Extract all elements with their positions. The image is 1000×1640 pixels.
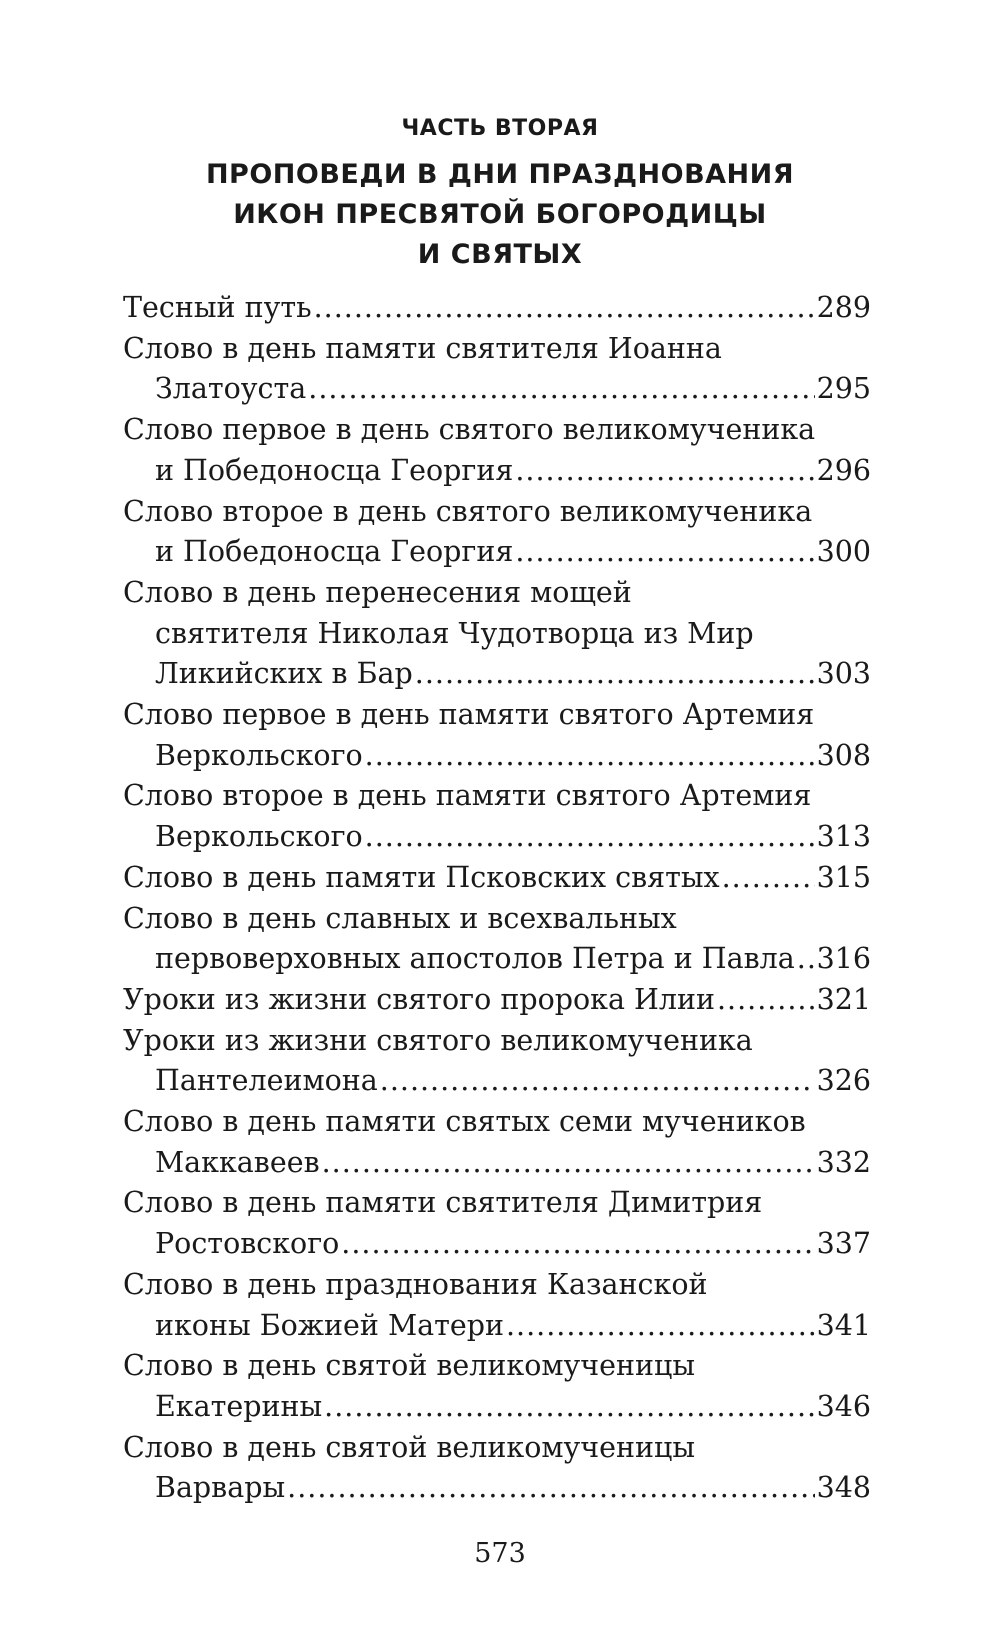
toc-entry-line: Слово в день перенесения мощей bbox=[123, 575, 632, 609]
toc-entry bbox=[123, 1102, 871, 1183]
toc-entry-last-line bbox=[123, 532, 871, 573]
page-number: 573 bbox=[474, 1538, 526, 1569]
toc-entry-line: Ликийских в Бар bbox=[155, 657, 413, 691]
toc-entry-line: Ростовского bbox=[155, 1227, 340, 1261]
toc-entry-line: и Победоносца Георгия bbox=[155, 535, 514, 569]
toc-entry bbox=[123, 329, 871, 410]
toc-entry-line: Маккавеев bbox=[155, 1145, 320, 1179]
toc-entry-line: Слово в день памяти святителя Димитрия bbox=[123, 1186, 763, 1220]
toc-entry-last-line bbox=[123, 1306, 871, 1347]
toc-entry-last-line bbox=[123, 654, 871, 695]
toc-entry-line: Уроки из жизни святого пророка Илии bbox=[123, 982, 715, 1016]
dot-leader bbox=[308, 369, 814, 410]
toc-entry-last-line bbox=[123, 858, 871, 899]
toc-entry bbox=[123, 492, 871, 573]
toc-entry-line: Слово в день святой великомученицы bbox=[123, 1349, 696, 1383]
toc-entry-last-line bbox=[123, 980, 871, 1021]
toc-entry-line: Златоуста bbox=[155, 372, 307, 406]
toc-entry-page: 303 bbox=[816, 657, 871, 691]
section-title bbox=[0, 155, 1000, 275]
toc-entry-line: и Победоносца Георгия bbox=[155, 453, 514, 487]
toc-entry-line: Слово второе в день святого великомученика bbox=[123, 494, 813, 528]
toc-entry-line: Слово в день памяти святых семи мучеников bbox=[123, 1105, 806, 1139]
toc-entry-last-line bbox=[123, 451, 871, 492]
toc-entry-page: 316 bbox=[816, 942, 871, 976]
toc-entry-line: Екатерины bbox=[155, 1389, 323, 1423]
toc-entry-line: Веркольского bbox=[155, 820, 363, 854]
toc-entry-line: Варвары bbox=[155, 1471, 286, 1505]
toc-entry bbox=[123, 288, 871, 329]
toc-entry-last-line bbox=[123, 1143, 871, 1184]
toc-entry bbox=[123, 1346, 871, 1427]
toc-entry-last-line bbox=[123, 288, 871, 329]
dot-leader bbox=[287, 1468, 814, 1509]
toc-entry-last-line bbox=[123, 1468, 871, 1509]
toc-entry-page: 326 bbox=[816, 1064, 871, 1098]
toc-entry-line: Тесный путь bbox=[123, 291, 312, 324]
toc-entry bbox=[123, 1265, 871, 1346]
toc-entry bbox=[123, 858, 871, 899]
toc-entry bbox=[123, 776, 871, 857]
toc-entry bbox=[123, 695, 871, 776]
toc-entry-last-line bbox=[123, 1387, 871, 1428]
toc-entry-last-line bbox=[123, 736, 871, 777]
section-title-line: ИКОН ПРЕСВЯТОЙ БОГОРОДИЦЫ bbox=[233, 199, 767, 230]
dot-leader bbox=[717, 980, 815, 1021]
toc-entry-line: Слово в день памяти Псковских святых bbox=[123, 860, 720, 894]
dot-leader bbox=[341, 1224, 814, 1265]
dot-leader bbox=[506, 1306, 815, 1347]
toc-entry bbox=[123, 573, 871, 695]
toc-entry-line: святителя Николая Чудотворца из Мир bbox=[155, 616, 754, 650]
toc-entry-last-line bbox=[123, 817, 871, 858]
toc-entry-last-line bbox=[123, 1061, 871, 1102]
toc-entry-line: Уроки из жизни святого великомученика bbox=[123, 1023, 753, 1057]
toc-entry-page: 321 bbox=[816, 982, 871, 1016]
toc-entry-last-line bbox=[123, 369, 871, 410]
toc-entry bbox=[123, 1183, 871, 1264]
toc-entry-line: Слово первое в день памяти святого Артемия bbox=[123, 698, 815, 732]
dot-leader bbox=[797, 939, 815, 980]
toc-entry-line: Слово второе в день памяти святого Артемия bbox=[123, 779, 812, 813]
toc-entry-page: 308 bbox=[816, 738, 871, 772]
dot-leader bbox=[380, 1061, 815, 1102]
toc-entry-page: 341 bbox=[816, 1308, 871, 1342]
toc-entry-page: 313 bbox=[816, 820, 871, 854]
toc-entry bbox=[123, 1428, 871, 1509]
toc-entry-last-line bbox=[123, 1224, 871, 1265]
toc-entry-line: Пантелеимона bbox=[155, 1064, 378, 1098]
toc-entry-line: Слово в день славных и всехвальных bbox=[123, 901, 677, 935]
dot-leader bbox=[322, 1143, 815, 1184]
toc-entry-page: 337 bbox=[816, 1227, 871, 1261]
part-label: ЧАСТЬ ВТОРАЯ bbox=[401, 116, 599, 141]
toc-entry-page: 289 bbox=[816, 291, 871, 324]
dot-leader bbox=[314, 288, 815, 329]
dot-leader bbox=[365, 817, 815, 858]
dot-leader bbox=[722, 858, 815, 899]
toc-entry bbox=[123, 899, 871, 980]
toc-entry-page: 296 bbox=[816, 453, 871, 487]
toc-entry-page: 315 bbox=[816, 860, 871, 894]
dot-leader bbox=[415, 654, 815, 695]
toc-entry-line: иконы Божией Матери bbox=[155, 1308, 504, 1342]
toc-entry-page: 300 bbox=[816, 535, 871, 569]
section-title-line: И СВЯТЫХ bbox=[417, 239, 583, 270]
toc-entry-line: Слово в день празднования Казанской bbox=[123, 1267, 708, 1301]
dot-leader bbox=[365, 736, 815, 777]
toc-entry-line: Слово в день святой великомученицы bbox=[123, 1430, 696, 1464]
toc-entry-last-line bbox=[123, 939, 871, 980]
dot-leader bbox=[515, 451, 814, 492]
toc-entry bbox=[123, 980, 871, 1021]
table-of-contents bbox=[123, 288, 871, 1509]
toc-entry-line: Слово первое в день святого великомученика bbox=[123, 413, 816, 447]
toc-entry bbox=[123, 410, 871, 491]
toc-entry-page: 295 bbox=[816, 372, 871, 406]
section-title-line: ПРОПОВЕДИ В ДНИ ПРАЗДНОВАНИЯ bbox=[205, 159, 795, 190]
dot-leader bbox=[515, 532, 814, 573]
toc-entry-line: Слово в день памяти святителя Иоанна bbox=[123, 331, 722, 365]
toc-entry bbox=[123, 1021, 871, 1102]
dot-leader bbox=[324, 1387, 814, 1428]
toc-entry-page: 348 bbox=[816, 1471, 871, 1505]
toc-entry-page: 332 bbox=[816, 1145, 871, 1179]
toc-entry-page: 346 bbox=[816, 1389, 871, 1423]
toc-entry-line: Веркольского bbox=[155, 738, 363, 772]
toc-entry-line: первоверховных апостолов Петра и Павла bbox=[155, 942, 795, 976]
